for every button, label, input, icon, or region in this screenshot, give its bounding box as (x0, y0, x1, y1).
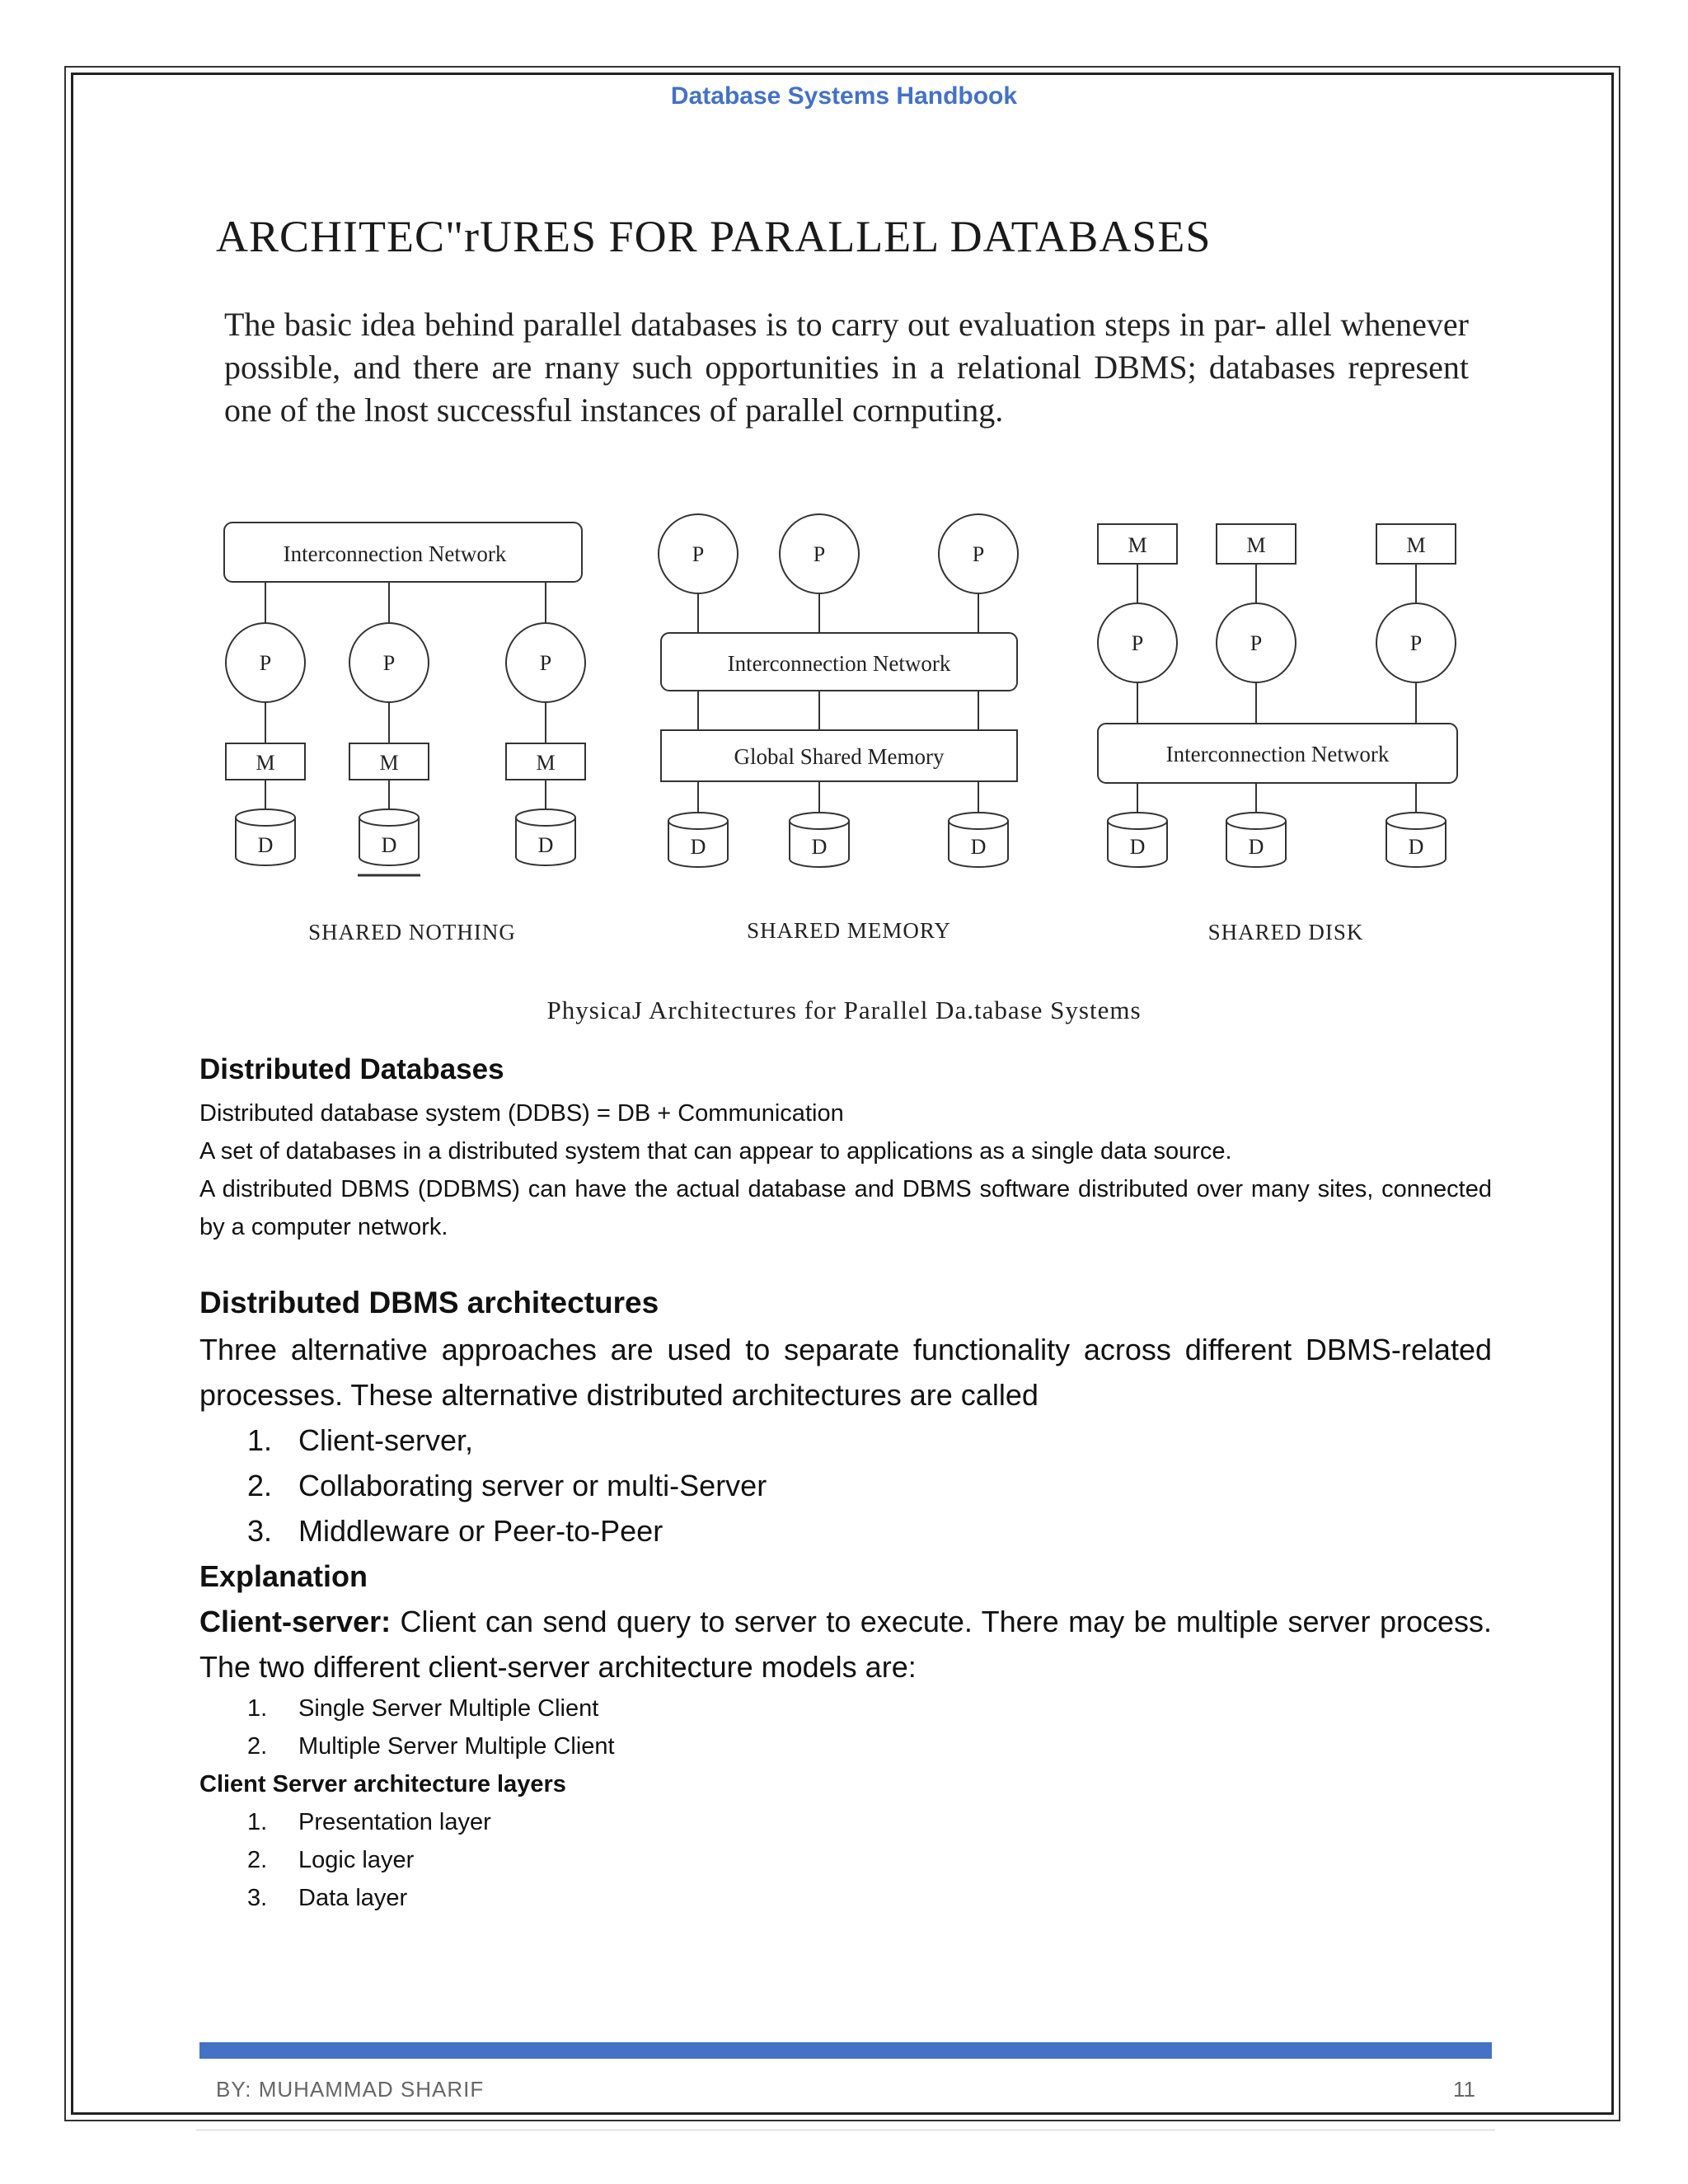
running-header: Database Systems Handbook (670, 82, 1018, 110)
architectures-paragraph: Three alternative approaches are used to separate functionality across different DBMS-related processes. These alternative distributed architectures are called (199, 1333, 1492, 1412)
list-item: 1. Client-server, (247, 1423, 474, 1457)
main-content (199, 1052, 1492, 1917)
sn-network-label: Interconnection Network (283, 541, 507, 566)
sm-p-label-2: P (813, 542, 826, 566)
layers-heading: Client Server architecture layers (199, 1771, 566, 1797)
distributed-heading: Distributed Databases (199, 1053, 504, 1085)
client-server-paragraph (199, 1599, 1492, 1690)
sd-m-label-2: M (1246, 533, 1266, 557)
client-server-models-list (199, 1690, 1492, 1765)
sn-m-label-1: M (256, 751, 275, 775)
parallel-architectures-diagram (216, 503, 1485, 964)
scanned-paragraph: The basic idea behind parallel databases is to carry out evaluation steps in par- allel whenever possible, and there are rnany such opportunities in a relational DBMS; databases represent one of the lnost successful instances of parallel cornputing. (224, 306, 1469, 429)
architectures-list (199, 1418, 1492, 1554)
sd-d-label-1: D (1129, 835, 1146, 859)
sn-p-label-3: P (539, 651, 552, 675)
sn-p-label-1: P (259, 651, 272, 675)
layers-list (199, 1803, 1492, 1917)
sd-d-label-2: D (1248, 835, 1264, 859)
list-item: 2. Multiple Server Multiple Client (247, 1733, 615, 1760)
sn-m-label-2: M (379, 751, 399, 775)
list-item: 1. Presentation layer (247, 1809, 491, 1835)
figure-caption: PhysicaJ Architectures for Parallel Da.tabase Systems (546, 996, 1142, 1024)
list-item: 1. Single Server Multiple Client (247, 1695, 599, 1722)
distributed-line-2: A set of databases in a distributed system that can appear to applications as a single data source. (199, 1138, 1232, 1165)
footer-author: BY: MUHAMMAD SHARIF (216, 2077, 485, 2102)
distributed-line-1: Distributed database system (DDBS) = DB + Communication (199, 1100, 844, 1127)
sm-d-label-3: D (970, 835, 987, 859)
sm-shared-memory-label: Global Shared Memory (734, 744, 945, 769)
list-item: 2. Logic layer (247, 1847, 415, 1873)
architectures-heading: Distributed DBMS architectures (199, 1286, 659, 1319)
sn-d-label-3: D (537, 833, 554, 857)
client-server-text: Client can send query to server to execute. There may be multiple server process. The two different client-server architecture models are: (199, 1605, 1492, 1684)
scanned-title: ARCHITEC"rURES FOR PARALLEL DATABASES (216, 212, 1212, 261)
sm-p-label-3: P (972, 542, 985, 566)
sm-d-label-2: D (811, 835, 828, 859)
sd-p-label-1: P (1131, 631, 1144, 655)
sd-m-label-3: M (1406, 533, 1426, 557)
sd-p-label-3: P (1409, 631, 1423, 655)
page-number: 11 (1453, 2077, 1475, 2102)
sn-title: SHARED NOTHING (308, 920, 516, 944)
explanation-heading: Explanation (199, 1559, 368, 1593)
sm-network-label: Interconnection Network (727, 651, 951, 676)
sn-d-label-2: D (381, 833, 397, 857)
distributed-line-3: A distributed DBMS (DDBMS) can have the actual database and DBMS software distributed over many sites, connected by a computer network. (199, 1176, 1492, 1240)
list-item: 2. Collaborating server or multi-Server (247, 1469, 767, 1502)
sd-m-label-1: M (1128, 533, 1147, 557)
sd-d-label-3: D (1408, 835, 1424, 859)
sn-p-label-2: P (382, 651, 396, 675)
sn-d-label-1: D (257, 833, 274, 857)
footer-bar (199, 2042, 1492, 2059)
list-item: 3. Data layer (247, 1885, 408, 1911)
sd-network-label: Interconnection Network (1165, 742, 1390, 766)
sm-p-label-1: P (692, 542, 705, 566)
sm-d-label-1: D (690, 835, 706, 859)
sd-p-label-2: P (1250, 631, 1263, 655)
client-server-label: Client-server: (199, 1605, 392, 1638)
sn-m-label-3: M (536, 751, 556, 775)
sd-title: SHARED DISK (1207, 920, 1364, 944)
sm-title: SHARED MEMORY (747, 918, 951, 943)
list-item: 3. Middleware or Peer-to-Peer (247, 1514, 663, 1548)
